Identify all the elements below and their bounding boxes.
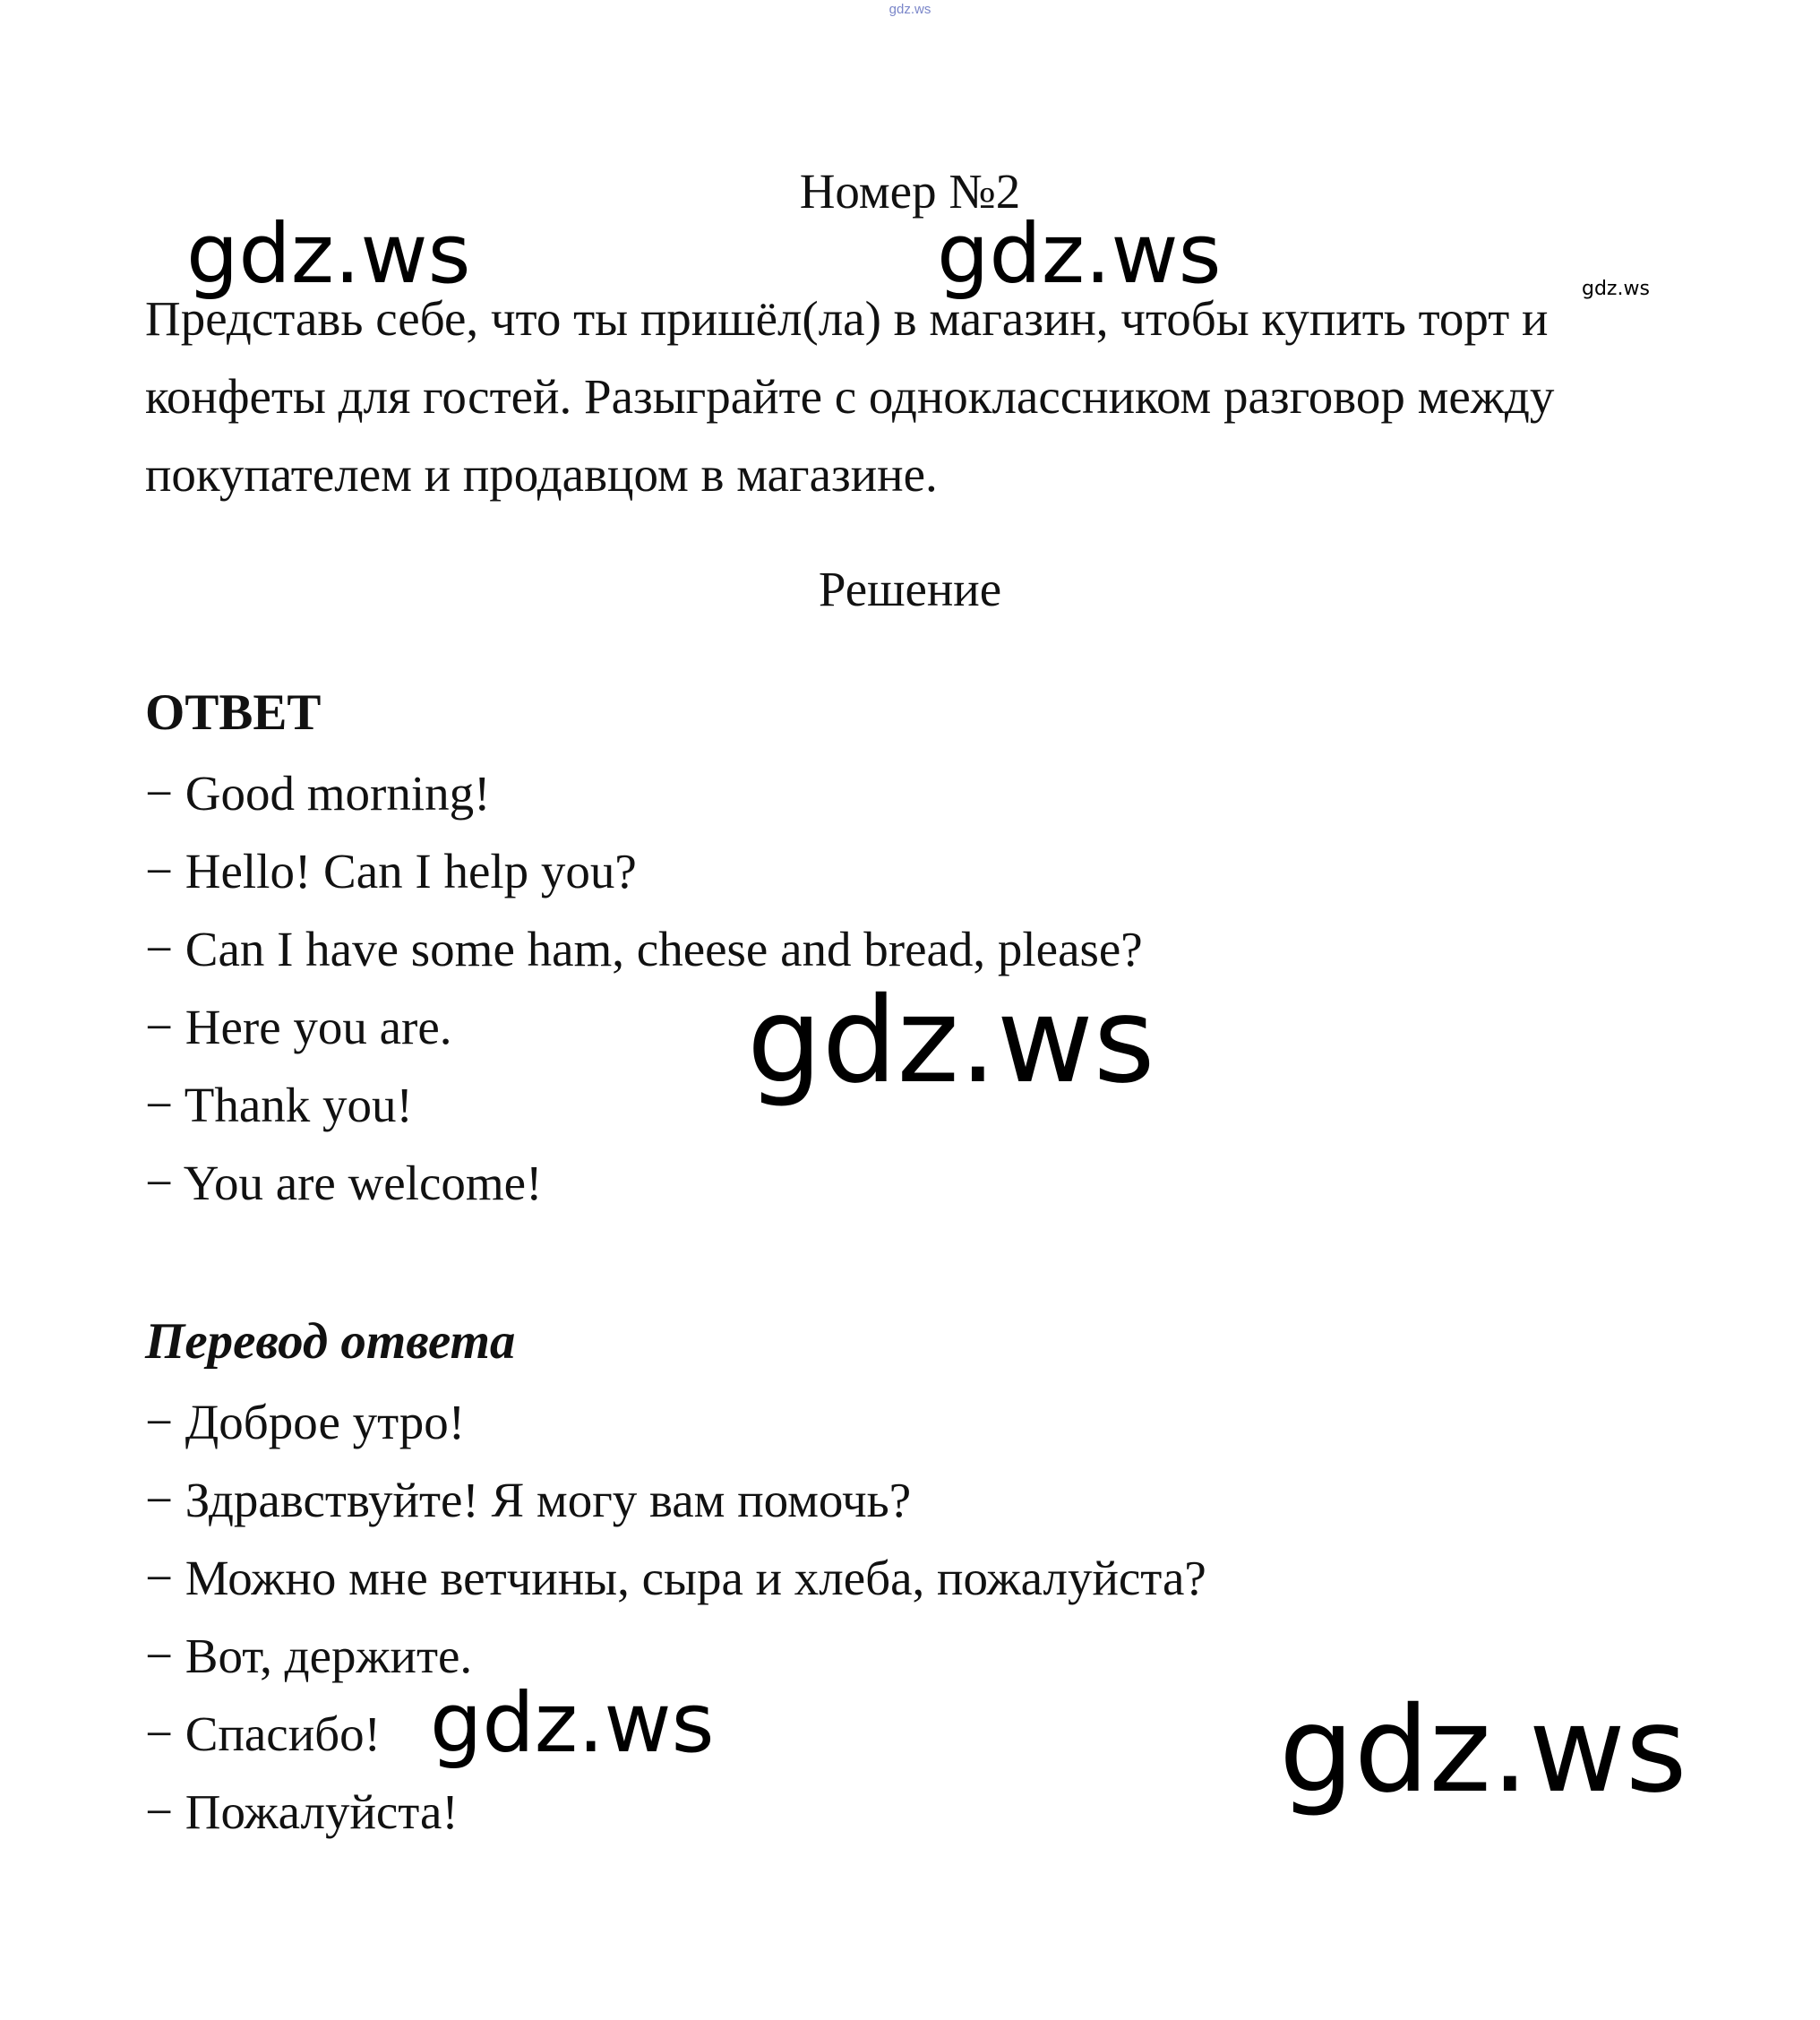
watermark: gdz.ws [1279,1681,1687,1819]
dialogue-line: − Hello! Can I help you? [145,844,637,898]
dialogue-line: − Вот, держите. [145,1629,473,1683]
dialogue-line: − Пожалуйста! [145,1784,459,1839]
dialogue-line: − Can I have some ham, cheese and bread, please? [145,922,1143,976]
translation-dialogue [145,1383,1206,1851]
dialogue-line: − Можно мне ветчины, сыра и хлеба, пожалуйста? [145,1551,1206,1605]
task-text [145,279,1686,513]
task-line: покупателем и продавцом в магазине. [145,447,938,502]
dialogue-line: − Доброе утро! [145,1395,466,1449]
dialogue-line: − Спасибо! [145,1706,381,1761]
dialogue-line: − You are welcome! [145,1156,543,1210]
dialogue-line: − Here you are. [145,1000,452,1054]
exercise-title: Номер №2 [799,164,1021,219]
answer-heading: ОТВЕТ [145,684,322,741]
dialogue-line: − Good morning! [145,766,491,821]
translation-heading: Перевод ответа [145,1313,516,1370]
watermark: gdz.ws [747,972,1155,1110]
dialogue-line: − Здравствуйте! Я могу вам помочь? [145,1473,912,1527]
dialogue-line: − Thank you! [145,1078,413,1132]
watermark-small: gdz.ws [1582,278,1650,300]
task-line: конфеты для гостей. Разыграйте с одноклассником разговор между [145,369,1555,424]
watermark: gdz.ws [186,206,471,302]
watermark: gdz.ws [430,1675,715,1771]
solution-label: Решение [818,562,1002,616]
top-watermark: gdz.ws [889,2,931,17]
watermark: gdz.ws [937,206,1222,302]
task-line: Представь себе, что ты пришёл(ла) в магазин, чтобы купить торт и [145,291,1549,346]
